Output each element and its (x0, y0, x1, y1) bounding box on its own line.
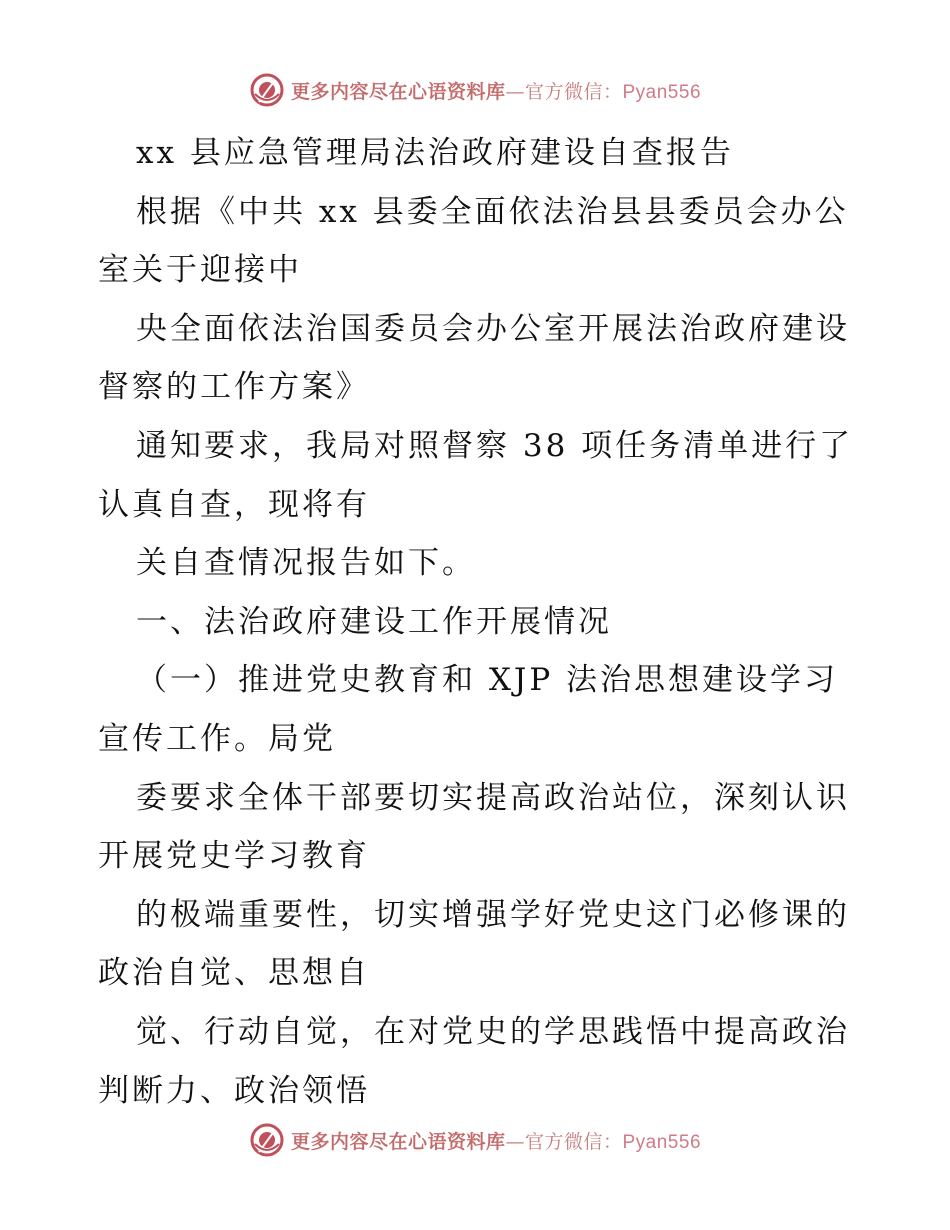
body-line: 央全面依法治国委员会办公室开展法治政府建设 (136, 310, 850, 347)
body-line: 判断力、政治领悟 (98, 1072, 370, 1109)
document-body (98, 124, 858, 1120)
seal-logo-icon (249, 1122, 285, 1158)
watermark-label: 官方微信： (524, 1130, 623, 1153)
body-line: 通知要求，我局对照督察 38 项任务清单进行了 (136, 427, 854, 464)
section-heading: 一、法治政府建设工作开展情况 (136, 603, 612, 640)
body-line: 政治自觉、思想自 (98, 955, 370, 992)
watermark-brand: 更多内容尽在心语资料库 (290, 1130, 506, 1153)
watermark-header (0, 70, 950, 110)
body-line: 的极端重要性，切实增强学好党史这门必修课的 (136, 896, 850, 933)
body-line: 根据《中共 xx 县委全面依法治县县委员会办公 (136, 193, 849, 230)
watermark-wechat-id: Pyan556 (622, 1131, 702, 1153)
watermark-wechat-id: Pyan556 (622, 81, 702, 103)
body-line: 觉、行动自觉，在对党史的学思践悟中提高政治 (136, 1013, 850, 1050)
watermark-footer (0, 1120, 950, 1160)
watermark-label: 官方微信： (524, 80, 623, 103)
body-line: 宣传工作。局党 (98, 720, 336, 757)
seal-logo-icon (249, 72, 285, 108)
watermark-text (291, 77, 701, 104)
body-line: 室关于迎接中 (98, 252, 302, 289)
watermark-brand: 更多内容尽在心语资料库 (290, 80, 506, 103)
watermark-dash: — (505, 1130, 525, 1153)
body-line: 开展党史学习教育 (98, 838, 370, 875)
watermark-text (291, 1127, 701, 1154)
subsection-heading: （一）推进党史教育和 XJP 法治思想建设学习 (136, 662, 839, 699)
body-line: 督察的工作方案》 (98, 369, 370, 406)
document-title: xx 县应急管理局法治政府建设自查报告 (136, 135, 734, 171)
body-line: 委要求全体干部要切实提高政治站位，深刻认识 (136, 779, 850, 816)
watermark-dash: — (505, 80, 525, 103)
body-line: 认真自查，现将有 (98, 486, 370, 523)
body-line: 关自查情况报告如下。 (136, 545, 476, 582)
